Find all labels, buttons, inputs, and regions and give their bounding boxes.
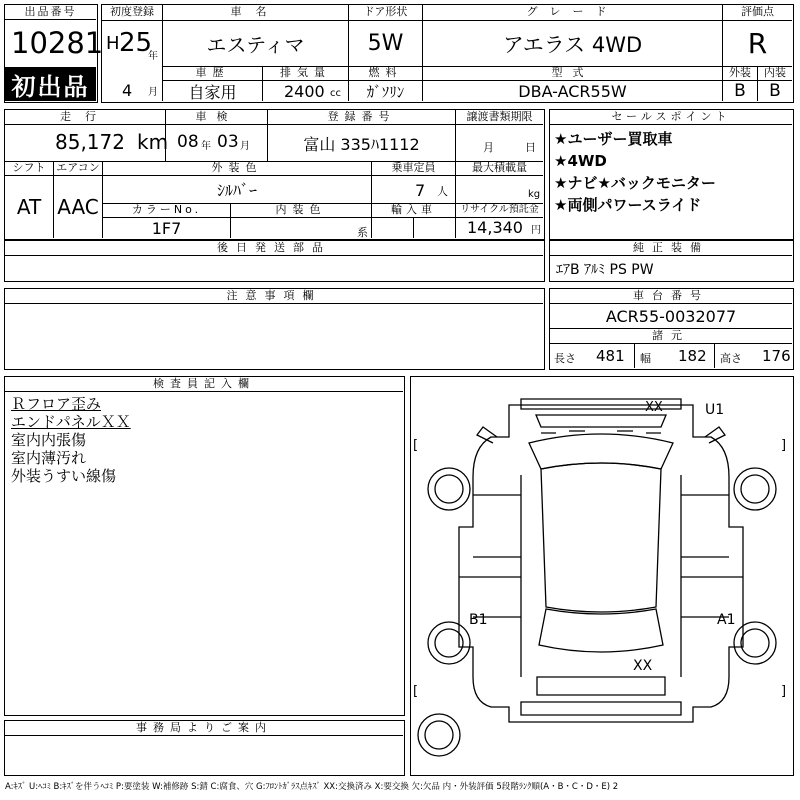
m-v-9 [413,217,414,238]
load-unit: kg [528,189,541,200]
sales-point-2: ★4WD [554,152,607,170]
door: 5W [367,31,404,56]
capacity: 7 [415,181,426,200]
transfer-label: 譲渡書類期限 [466,110,533,123]
wheel-rear-left [428,622,470,664]
displacement-unit: cc [330,88,341,99]
first-listing-badge: 初出品 [5,67,96,101]
rear-bumper [521,702,681,715]
spare-wheel [418,714,460,756]
chassis-label: 車台番号 [550,289,792,304]
inspection-month: 03 [217,132,239,152]
equipment-label: 純正装備 [550,241,792,256]
ac-label: エアコン [56,161,100,174]
legend: A:ｷｽﾞ U:ﾍｺﾐ B:ｷｽﾞを伴うﾍｺﾐ P:要塗装 W:補修跡 S:錆 C:腐食、穴 G:ﾌﾛﾝﾄｶﾞﾗｽ点ｷｽﾞ XX:交換済み X:要交換 欠:欠品 内・外装評価 5段階ﾗﾝｸ順(A・B・C・D・E) 2 [5,782,619,792]
displacement: 2400 [284,82,325,101]
fuel-label: 燃料 [368,66,403,79]
interior-score: B [769,81,781,101]
vehicle-info-grid [4,109,545,240]
dims-label: 諸元 [550,328,792,344]
mark-xx-front: XX [645,400,663,415]
grade: アエラス 4WD [502,32,643,57]
later-parts-box [4,240,545,282]
recycle: 14,340 [467,218,523,237]
first-reg-label: 初度登録 [110,5,154,18]
mark-u1: U1 [705,402,725,418]
wheel-front-right [734,468,776,510]
mileage: 85,172 [55,130,125,154]
interior-color-label: 内装色 [275,203,327,216]
height: 176 [762,347,791,365]
sales-point-1: ★ユーザー買取車 [554,130,673,148]
interior-color-suffix: 系 [357,226,368,239]
wheel-front-left [428,468,470,510]
bracket-left-bottom: [ [413,684,419,699]
load-label: 最大積載量 [472,161,527,174]
plate: 富山 335ﾊ1112 [303,134,420,154]
reg-year: 25 [119,28,153,58]
mirror-left [477,427,497,443]
chassis-box [549,288,794,370]
car-outline [459,402,743,722]
header-grid [101,4,794,103]
inspection-label: 車検 [195,110,238,123]
mark-xx-rear: XX [633,658,653,674]
lot-box [4,4,104,103]
exterior-score: B [734,81,746,101]
inspection-year: 08 [177,132,199,152]
sales-point-3: ★ナビ★バックモニター [554,174,716,192]
later-parts-label: 後日発送部品 [5,241,543,256]
plate-label: 登録番号 [327,110,396,123]
color-no: 1F7 [151,218,182,238]
length: 481 [596,347,625,365]
mark-a1: A1 [717,612,736,628]
front-grille [536,415,666,427]
color: ｼﾙﾊﾞｰ [216,181,257,200]
door-label: ドア形状 [363,5,408,18]
wheel-rear-right-inner [741,629,769,657]
displacement-label: 排気量 [280,66,331,79]
hood-lines [541,431,661,433]
interior-label: 内装 [764,66,786,79]
mirror-right [705,427,725,443]
inspector-line-1: Ｒフロア歪み [11,395,102,413]
sales-box [549,109,794,240]
wheel-front-left-inner [435,475,463,503]
sales-label: セールスポイント [550,110,792,125]
color-no-label: カラーNo. [131,203,202,216]
recycle-unit: 円 [531,225,541,236]
bracket-right-bottom: ] [781,684,787,699]
rear-window [539,609,663,652]
windshield [529,434,673,469]
lot-number: 10281 [11,26,104,60]
length-label: 長さ [554,352,576,365]
rear-panel [537,677,665,695]
equipment-box [549,240,794,282]
notes-label: 注意事項欄 [5,289,543,304]
month-unit: 月 [148,87,158,98]
equipment-value: ｴｱB ｱﾙﾐ PS PW [556,262,654,278]
roof [541,463,661,612]
spare-wheel-inner [425,721,453,749]
inspector-line-2: エンドパネルＸＸ [11,413,131,431]
sales-point-4: ★両側パワースライド [554,196,702,214]
color-label: 外装色 [211,161,263,174]
height-label: 高さ [720,352,742,365]
mileage-label: 走行 [60,110,110,123]
dims-v-1 [634,344,635,368]
inspector-line-3: 室内内張傷 [11,431,87,449]
inspector-label: 検査員記入欄 [5,377,403,392]
mark-b1: B1 [469,612,488,628]
car-diagram-box [410,376,794,776]
capacity-label: 乗車定員 [391,161,436,174]
grade-label: グレード [526,5,619,18]
width: 182 [678,347,707,365]
score: R [747,27,768,60]
notes-box [4,288,545,370]
inspection-month-unit: 月 [240,141,250,152]
bracket-right-top: ] [781,438,787,453]
shift: AT [16,195,42,219]
model: DBA-ACR55W [518,81,627,101]
bracket-left-top: [ [413,438,419,453]
transfer-day-unit: 日 [525,141,536,154]
era: H [106,33,120,54]
car-name-label: 車名 [230,5,281,18]
dims-v-2 [714,344,715,368]
car-name: エスティマ [206,33,305,57]
score-label: 評価点 [741,5,774,18]
width-label: 幅 [640,352,651,365]
lot-label: 出品番号 [5,5,96,20]
fuel: ｶﾞｿﾘﾝ [366,82,405,101]
history: 自家用 [188,82,237,102]
recycle-label: リサイクル預託金 [460,204,539,215]
inspection-year-unit: 年 [201,141,211,152]
model-label: 型式 [551,66,594,79]
office-label: 事務局よりご案内 [5,721,403,736]
office-box [4,720,405,776]
ac: AAC [57,195,99,219]
year-unit: 年 [148,51,158,62]
exterior-label: 外装 [729,66,751,79]
capacity-unit: 人 [437,185,448,198]
transfer-month-unit: 月 [483,141,494,154]
mileage-unit: km [137,130,169,154]
wheel-rear-right [734,622,776,664]
shift-label: シフト [12,161,46,174]
import-label: 輸入車 [391,203,436,216]
inspector-box [4,376,405,716]
inspector-line-5: 外装うすい線傷 [11,467,117,485]
history-label: 車歴 [195,66,230,79]
car-diagram [411,377,792,774]
chassis-number: ACR55-0032077 [605,306,737,326]
inspector-line-4: 室内薄汚れ [11,449,87,467]
wheel-front-right-inner [741,475,769,503]
reg-month: 4 [122,81,133,100]
